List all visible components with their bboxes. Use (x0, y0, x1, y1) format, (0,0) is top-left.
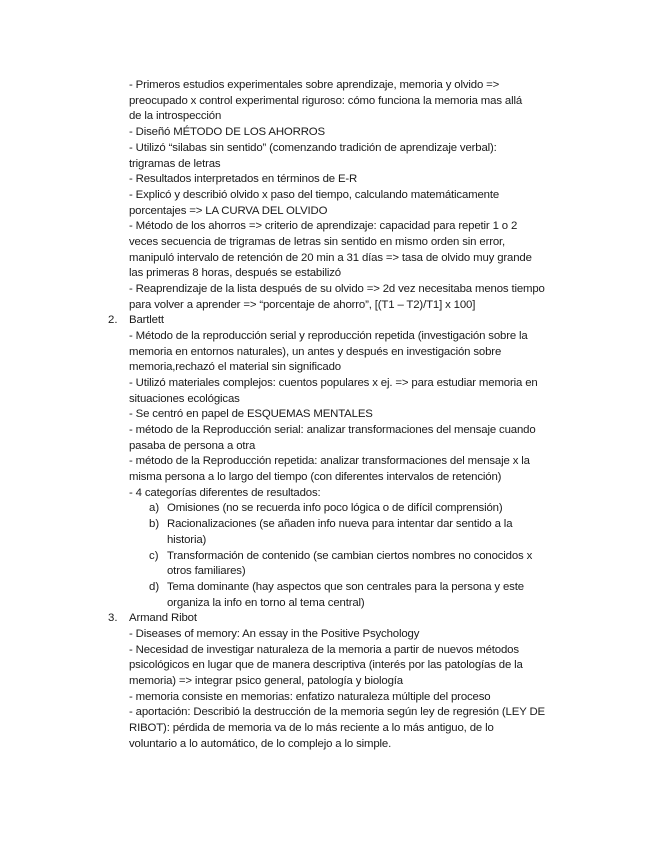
text-line: - Diseñó MÉTODO DE LOS AHORROS (129, 126, 325, 138)
text-line: - 4 categorías diferentes de resultados: (129, 487, 321, 499)
text-line: - Método de la reproducción serial y reproducción repetida (investigación sobre la (129, 330, 528, 342)
text-line: - Utilizó “silabas sin sentido” (comenzando tradición de aprendizaje verbal): (129, 142, 497, 154)
sub-item-letter: c) (149, 550, 159, 562)
sub-item-letter: d) (149, 581, 160, 593)
text-line: - Necesidad de investigar naturaleza de la memoria a partir de nuevos métodos (129, 644, 519, 656)
text-line: - método de la Reproducción serial: analizar transformaciones del mensaje cuando (129, 424, 536, 436)
section-title: Armand Ribot (129, 612, 197, 624)
text-line: voluntario a lo automático, de lo complejo a lo simple. (129, 738, 392, 750)
text-line: - Método de los ahorros => criterio de aprendizaje: capacidad para repetir 1 o 2 (129, 220, 518, 232)
text-line: - Utilizó materiales complejos: cuentos populares x ej. => para estudiar memoria en (129, 377, 538, 389)
text-line: porcentajes => LA CURVA DEL OLVIDO (129, 205, 328, 217)
sub-item-text: organiza la info en torno al tema central) (167, 597, 365, 609)
sub-item-text: historia) (167, 534, 207, 546)
sub-item-letter: b) (149, 518, 160, 530)
text-line: - Reaprendizaje de la lista después de su olvido => 2d vez necesitaba menos tiempo (129, 283, 545, 295)
text-line: psicológicos en lugar que de manera descriptiva (interés por las patologías de la (129, 659, 523, 671)
sub-item-text: otros familiares) (167, 565, 246, 577)
sub-item-text: Omisiones (no se recuerda info poco lógica o de difícil comprensión) (167, 502, 503, 514)
sub-item-text: Transformación de contenido (se cambian ciertos nombres no conocidos x (167, 550, 533, 562)
text-line: memoria,rechazó el material sin significado (129, 361, 341, 373)
sub-item-text: Tema dominante (hay aspectos que son centrales para la persona y este (167, 581, 524, 593)
text-line: las primeras 8 horas, después se estabilizó (129, 267, 341, 279)
text-line: - método de la Reproducción repetida: analizar transformaciones del mensaje x la (129, 455, 530, 467)
sub-item-text: Racionalizaciones (se añaden info nueva para intentar dar sentido a la (167, 518, 513, 530)
text-line: veces secuencia de trigramas de letras sin sentido en mismo orden sin error, (129, 236, 506, 248)
text-line: para volver a aprender => “porcentaje de ahorro”, [(T1 – T2)/T1] x 100] (129, 299, 476, 311)
text-line: memoria) => integrar psico general, patología y biología (129, 675, 403, 687)
text-line: - memoria consiste en memorias: enfatizo naturaleza múltiple del proceso (129, 691, 491, 703)
text-line: misma persona a lo largo del tiempo (con diferentes intervalos de retención) (129, 471, 502, 483)
list-number: 3. (108, 612, 118, 624)
text-line: preocupado x control experimental riguroso: cómo funciona la memoria mas allá (129, 95, 523, 107)
text-line: de la introspección (129, 110, 222, 122)
sub-item-letter: a) (149, 502, 160, 514)
text-line: - Diseases of memory: An essay in the Positive Psychology (129, 628, 420, 640)
text-line: pasaba de persona a otra (129, 440, 256, 452)
list-number: 2. (108, 314, 118, 326)
text-line: memoria en entornos naturales), un antes y después en investigación sobre (129, 346, 502, 358)
text-line: - Se centró en papel de ESQUEMAS MENTALES (129, 408, 373, 420)
text-line: - Explicó y describió olvido x paso del tiempo, calculando matemáticamente (129, 189, 500, 201)
text-line: manipuló intervalo de retención de 20 min a 31 días => tasa de olvido muy grande (129, 252, 532, 264)
text-line: situaciones ecológicas (129, 393, 240, 405)
section-title: Bartlett (129, 314, 164, 326)
text-line: - aportación: Describió la destrucción de la memoria según ley de regresión (LEY DE (129, 706, 545, 718)
text-line: - Primeros estudios experimentales sobre aprendizaje, memoria y olvido => (129, 79, 500, 91)
text-line: RIBOT): pérdida de memoria va de lo más reciente a lo más antiguo, de lo (129, 722, 494, 734)
text-line: trigramas de letras (129, 158, 221, 170)
text-line: - Resultados interpretados en términos de E-R (129, 173, 358, 185)
